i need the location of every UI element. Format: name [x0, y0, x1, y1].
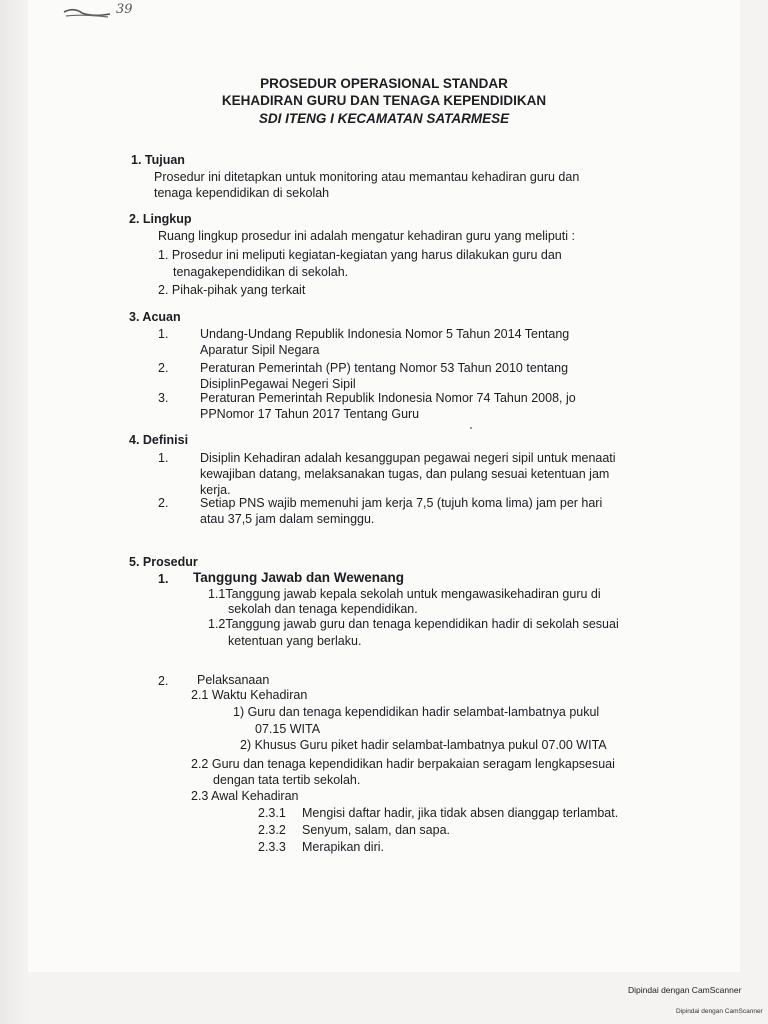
prosedur-2-3-2-text: Senyum, salam, dan sapa.: [302, 823, 450, 837]
acuan-item2-line2: DisiplinPegawai Negeri Sipil: [200, 377, 356, 391]
prosedur-sec1-num: 1.: [158, 572, 169, 586]
lingkup-intro: Ruang lingkup prosedur ini adalah mengatur kehadiran guru yang meliputi :: [158, 229, 575, 243]
prosedur-2-3-1-num: 2.3.1: [258, 806, 286, 820]
section-lingkup-heading: 2. Lingkup: [129, 212, 192, 226]
tujuan-line1: Prosedur ini ditetapkan untuk monitoring atau memantau kehadiran guru dan: [154, 170, 580, 184]
definisi-item1-line1: Disiplin Kehadiran adalah kesanggupan pegawai negeri sipil untuk menaati: [200, 451, 616, 465]
prosedur-1-1-line1: 1.1Tanggung jawab kepala sekolah untuk mengawasikehadiran guru di: [208, 587, 601, 601]
scanner-watermark: Dipindai dengan CamScanner: [628, 985, 742, 995]
prosedur-2-1-1-line2: 07.15 WITA: [255, 722, 321, 736]
lingkup-item1-line2: tenagakependidikan di sekolah.: [173, 265, 349, 279]
definisi-item2-line1: Setiap PNS wajib memenuhi jam kerja 7,5 (tujuh koma lima) jam per hari: [200, 496, 603, 510]
prosedur-2-1-2: 2) Khusus Guru piket hadir selambat-lambatnya pukul 07.00 WITA: [240, 738, 607, 752]
prosedur-2-3-1-text: Mengisi daftar hadir, jika tidak absen dianggap terlambat.: [302, 806, 619, 820]
prosedur-1-2-line1: 1.2Tanggung jawab guru dan tenaga kependidikan hadir di sekolah sesuai: [208, 617, 619, 631]
doc-title-line1: PROSEDUR OPERASIONAL STANDAR: [260, 76, 508, 91]
definisi-item1-line2: kewajiban datang, melaksanakan tugas, dan pulang sesuai ketentuan jam: [200, 467, 610, 481]
section-prosedur-heading: 5. Prosedur: [129, 555, 198, 569]
lingkup-item2: 2. Pihak-pihak yang terkait: [158, 283, 306, 297]
scan-edge: [0, 0, 28, 1024]
doc-title-line3: SDI ITENG I KECAMATAN SATARMESE: [258, 111, 510, 126]
prosedur-2-3-3-text: Merapikan diri.: [302, 840, 384, 854]
acuan-item1-line2: Aparatur Sipil Negara: [200, 343, 320, 357]
handwritten-mark-icon: [62, 4, 112, 18]
scanner-watermark-small: Dipindai dengan CamScanner: [676, 1008, 763, 1015]
doc-title-line2: KEHADIRAN GURU DAN TENAGA KEPENDIDIKAN: [221, 93, 547, 108]
acuan-item3-line1: Peraturan Pemerintah Republik Indonesia Nomor 74 Tahun 2008, jo: [200, 391, 576, 405]
definisi-item1-line3: kerja.: [200, 483, 231, 497]
scan-speck: [470, 427, 472, 429]
acuan-item2-line1: Peraturan Pemerintah (PP) tentang Nomor 53 Tahun 2010 tentang: [200, 361, 569, 375]
acuan-item3-num: 3.: [158, 391, 169, 405]
prosedur-2-1-1-line1: 1) Guru dan tenaga kependidikan hadir selambat-lambatnya pukul: [233, 705, 600, 719]
acuan-item2-num: 2.: [158, 361, 169, 375]
prosedur-1-2-line2: ketentuan yang berlaku.: [228, 634, 362, 648]
page-number: 39: [116, 2, 133, 17]
definisi-item2-num: 2.: [158, 496, 169, 510]
prosedur-2-2-line1: 2.2 Guru dan tenaga kependidikan hadir berpakaian seragam lengkapsesuai: [191, 757, 615, 771]
prosedur-sec1-title: Tanggung Jawab dan Wewenang: [193, 570, 405, 585]
section-definisi-heading: 4. Definisi: [129, 433, 189, 447]
prosedur-2-3-2-num: 2.3.2: [258, 823, 286, 837]
prosedur-2-3-3-num: 2.3.3: [258, 840, 286, 854]
prosedur-2-1: 2.1 Waktu Kehadiran: [191, 688, 308, 702]
prosedur-sec2-num: 2.: [158, 674, 169, 688]
prosedur-2-3: 2.3 Awal Kehadiran: [191, 789, 299, 803]
definisi-item2-line2: atau 37,5 jam dalam seminggu.: [200, 512, 375, 526]
acuan-item1-line1: Undang-Undang Republik Indonesia Nomor 5 Tahun 2014 Tentang: [200, 327, 570, 341]
acuan-item1-num: 1.: [158, 327, 169, 341]
prosedur-sec2-title: Pelaksanaan: [197, 673, 270, 687]
acuan-item3-line2: PPNomor 17 Tahun 2017 Tentang Guru: [200, 407, 420, 421]
tujuan-line2: tenaga kependidikan di sekolah: [154, 186, 330, 200]
section-tujuan-heading: 1. Tujuan: [131, 153, 185, 167]
definisi-item1-num: 1.: [158, 451, 169, 465]
prosedur-1-1-line2: sekolah dan tenaga kependidikan.: [228, 602, 418, 616]
lingkup-item1-line1: 1. Prosedur ini meliputi kegiatan-kegiatan yang harus dilakukan guru dan: [158, 248, 562, 262]
prosedur-2-2-line2: dengan tata tertib sekolah.: [213, 773, 361, 787]
section-acuan-heading: 3. Acuan: [129, 310, 181, 324]
